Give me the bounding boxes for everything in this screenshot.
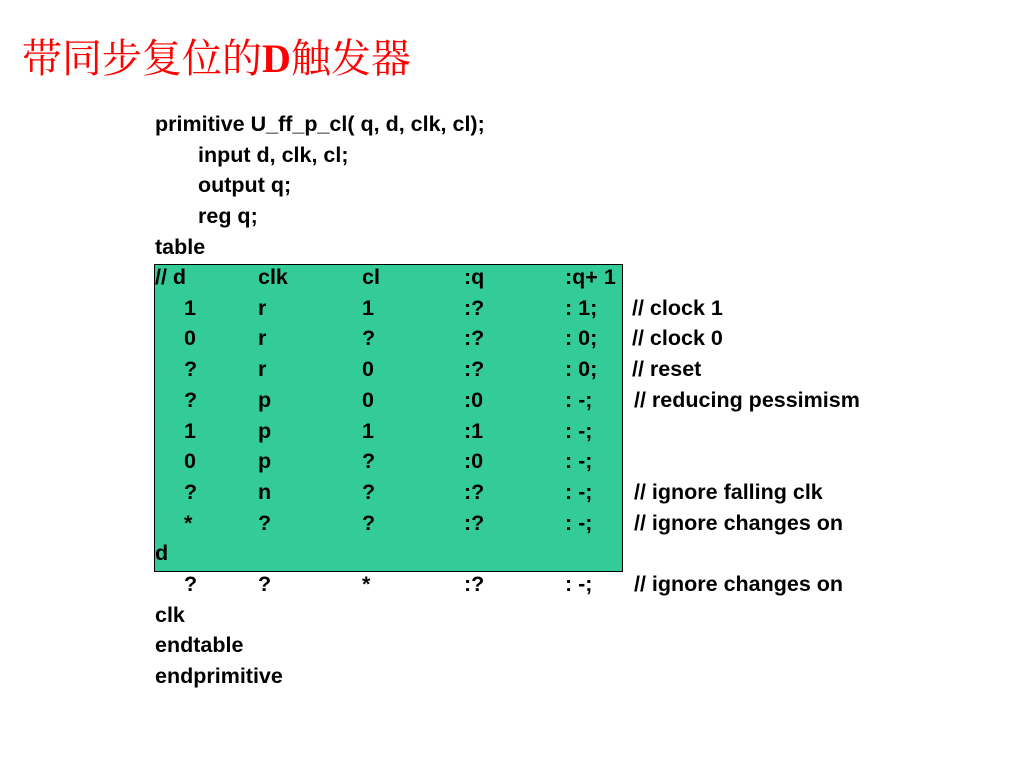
code-line-output: output q;: [198, 173, 292, 197]
table-row-cell: p: [258, 419, 272, 443]
table-row-cell: :0: [464, 388, 484, 412]
table-row-cell: 0: [362, 357, 374, 381]
code-line-endprimitive: endprimitive: [155, 664, 283, 688]
row-comment: // reset: [632, 357, 702, 381]
table-row-cell: :?: [464, 572, 485, 596]
table-row-cell: :1: [464, 419, 484, 443]
table-row-cell: :?: [464, 480, 485, 504]
title-suffix: 触发器: [290, 36, 411, 82]
table-row-cell: : -;: [565, 419, 593, 443]
table-row-cell: ?: [362, 449, 376, 473]
table-row-cell: 1: [184, 296, 196, 320]
code-line-endtable: endtable: [155, 633, 244, 657]
table-row-cell: ?: [184, 388, 198, 412]
table-row-cell: p: [258, 449, 272, 473]
table-row-cell: : 0;: [565, 357, 598, 381]
table-row-cell: :?: [464, 357, 485, 381]
row-comment: // reducing pessimism: [634, 388, 860, 412]
table-row-cell: ?: [184, 357, 198, 381]
table-row-cell: :?: [464, 296, 485, 320]
table-row-cell: 0: [184, 449, 196, 473]
table-header-d: // d: [155, 265, 187, 289]
row-comment: // ignore changes on: [634, 511, 844, 535]
table-row-cell: 1: [362, 419, 374, 443]
table-row-cell: ?: [362, 326, 376, 350]
code-line-reg: reg q;: [198, 204, 258, 228]
table-row-cell: 0: [362, 388, 374, 412]
table-header-clk: clk: [258, 265, 288, 289]
row-comment: // clock 1: [632, 296, 723, 320]
table-header-qnext: :q+ 1: [565, 265, 616, 289]
row-comment: // ignore changes on: [634, 572, 844, 596]
code-line-table: table: [155, 235, 206, 259]
table-header-q: :q: [464, 265, 485, 289]
table-row-cell: : -;: [565, 388, 593, 412]
table-row-cell: r: [258, 326, 267, 350]
table-row-cell: ?: [258, 572, 272, 596]
table-row-cell: : -;: [565, 511, 593, 535]
truth-table-highlight: [154, 264, 623, 572]
table-row-cell: ?: [362, 480, 376, 504]
table-row-cell: r: [258, 296, 267, 320]
table-row-cell: *: [184, 511, 193, 535]
title-letter: D: [262, 36, 291, 81]
table-row-cell: ?: [184, 480, 198, 504]
table-row-cell: : -;: [565, 449, 593, 473]
table-row-cell: : -;: [565, 480, 593, 504]
table-row-cell: :0: [464, 449, 484, 473]
table-row-cell: : 0;: [565, 326, 598, 350]
code-line-primitive: primitive U_ff_p_cl( q, d, clk, cl);: [155, 112, 485, 136]
table-row-cell: *: [362, 572, 371, 596]
table-row-cell: 1: [362, 296, 374, 320]
table-header-cl: cl: [362, 265, 380, 289]
table-row-cell: p: [258, 388, 272, 412]
wrapped-text: d: [155, 541, 169, 565]
title-text: 带同步复位的: [22, 36, 262, 82]
table-row-cell: :?: [464, 326, 485, 350]
table-row-cell: :?: [464, 511, 485, 535]
row-comment: // ignore falling clk: [634, 480, 823, 504]
table-row-cell: ?: [258, 511, 272, 535]
table-row-cell: : 1;: [565, 296, 598, 320]
table-row-cell: ?: [184, 572, 198, 596]
code-line-input: input d, clk, cl;: [198, 143, 349, 167]
table-row-cell: ?: [362, 511, 376, 535]
table-row-cell: : -;: [565, 572, 593, 596]
table-row-cell: n: [258, 480, 272, 504]
slide-title: [22, 34, 411, 84]
wrapped-text: clk: [155, 603, 185, 627]
table-row-cell: 0: [184, 326, 196, 350]
table-row-cell: r: [258, 357, 267, 381]
row-comment: // clock 0: [632, 326, 723, 350]
table-row-cell: 1: [184, 419, 196, 443]
